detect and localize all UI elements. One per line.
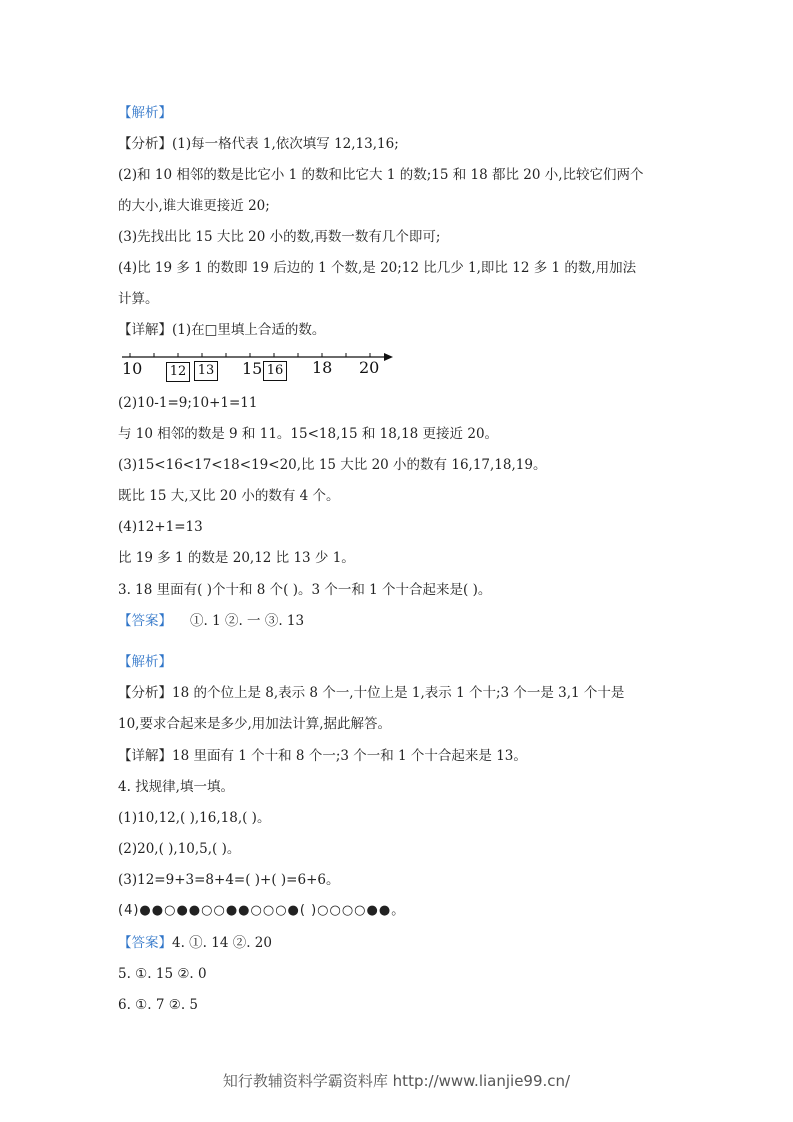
question-4-item: (1)10,12,( ),16,18,( )。 <box>118 810 271 826</box>
detail-line: (2)10-1=9;10+1=11 <box>118 395 258 411</box>
answer-label: 【答案】 <box>118 613 172 629</box>
answer-line <box>118 933 272 953</box>
analysis-label: 【分析】 <box>118 685 172 701</box>
section-heading-analysis: 【解析】 <box>118 654 172 670</box>
analysis-line <box>118 683 624 703</box>
question-3: 3. 18 里面有( )个十和 8 个( )。3 个一和 1 个十合起来是( )。 <box>118 582 492 598</box>
question-4: 4. 找规律,填一填。 <box>118 779 234 795</box>
detail-line: (3)15<16<17<18<19<20,比 15 大比 20 小的数有 16,17,18,19。 <box>118 457 547 473</box>
detail-label: 【详解】 <box>118 322 172 338</box>
detail-line: 比 19 多 1 的数是 20,12 比 13 少 1。 <box>118 550 355 566</box>
detail-line <box>118 320 325 340</box>
question-4-item: (3)12=9+3=8+4=( )+( )=6+6。 <box>118 872 340 888</box>
analysis-label: 【分析】 <box>118 136 172 152</box>
detail-line: 与 10 相邻的数是 9 和 11。15<18,15 和 18,18 更接近 20。 <box>118 426 499 442</box>
number-line-label: 18 <box>312 358 333 377</box>
answer-line <box>118 611 304 631</box>
number-line-label: 15 <box>242 359 263 378</box>
analysis-line: (3)先找出比 15 大比 20 小的数,再数一数有几个即可; <box>118 229 441 245</box>
section-heading-analysis: 【解析】 <box>118 105 172 121</box>
detail-line: (4)12+1=13 <box>118 519 203 535</box>
number-line-box: 13 <box>194 361 218 381</box>
answer-line: 5. ①. 15 ②. 0 <box>118 966 207 982</box>
analysis-text: (1)每一格代表 1,依次填写 12,13,16; <box>172 136 399 152</box>
answer-text: ①. 1 ②. 一 ③. 13 <box>190 613 305 629</box>
analysis-line: 计算。 <box>118 291 159 307</box>
question-4-item: (4)●●○●●○○●●○○○●( )○○○○●●。 <box>118 903 406 918</box>
detail-line: 既比 15 大,又比 20 小的数有 4 个。 <box>118 488 340 504</box>
detail-text: (1)在□里填上合适的数。 <box>172 322 326 338</box>
number-line-figure <box>118 343 398 385</box>
analysis-text: 18 的个位上是 8,表示 8 个一,十位上是 1,表示 1 个十;3 个一是 3,1 个十是 <box>172 685 625 701</box>
analysis-line <box>118 134 399 154</box>
number-line-label: 20 <box>359 358 380 377</box>
answer-label: 【答案】 <box>118 935 172 951</box>
answer-line: 6. ①. 7 ②. 5 <box>118 997 199 1013</box>
analysis-line: (4)比 19 多 1 的数即 19 后边的 1 个数,是 20;12 比几少 1,即比 12 多 1 的数,用加法 <box>118 260 637 276</box>
question-4-item: (2)20,( ),10,5,( )。 <box>118 841 241 857</box>
footer-watermark: 知行教辅资料学霸资料库 http://www.lianjie99.cn/ <box>222 1072 571 1090</box>
analysis-line: 10,要求合起来是多少,用加法计算,据此解答。 <box>118 716 392 732</box>
answer-text: 4. ①. 14 ②. 20 <box>172 935 272 951</box>
detail-text: 18 里面有 1 个十和 8 个一;3 个一和 1 个十合起来是 13。 <box>172 748 527 764</box>
detail-line <box>118 746 527 766</box>
analysis-line: (2)和 10 相邻的数是比它小 1 的数和比它大 1 的数;15 和 18 都比 20 小,比较它们两个 <box>118 167 644 183</box>
number-line-box: 16 <box>263 361 287 381</box>
number-line-label: 10 <box>122 359 143 378</box>
analysis-line: 的大小,谁大谁更接近 20; <box>118 198 270 214</box>
detail-label: 【详解】 <box>118 748 172 764</box>
number-line-box: 12 <box>166 362 190 382</box>
